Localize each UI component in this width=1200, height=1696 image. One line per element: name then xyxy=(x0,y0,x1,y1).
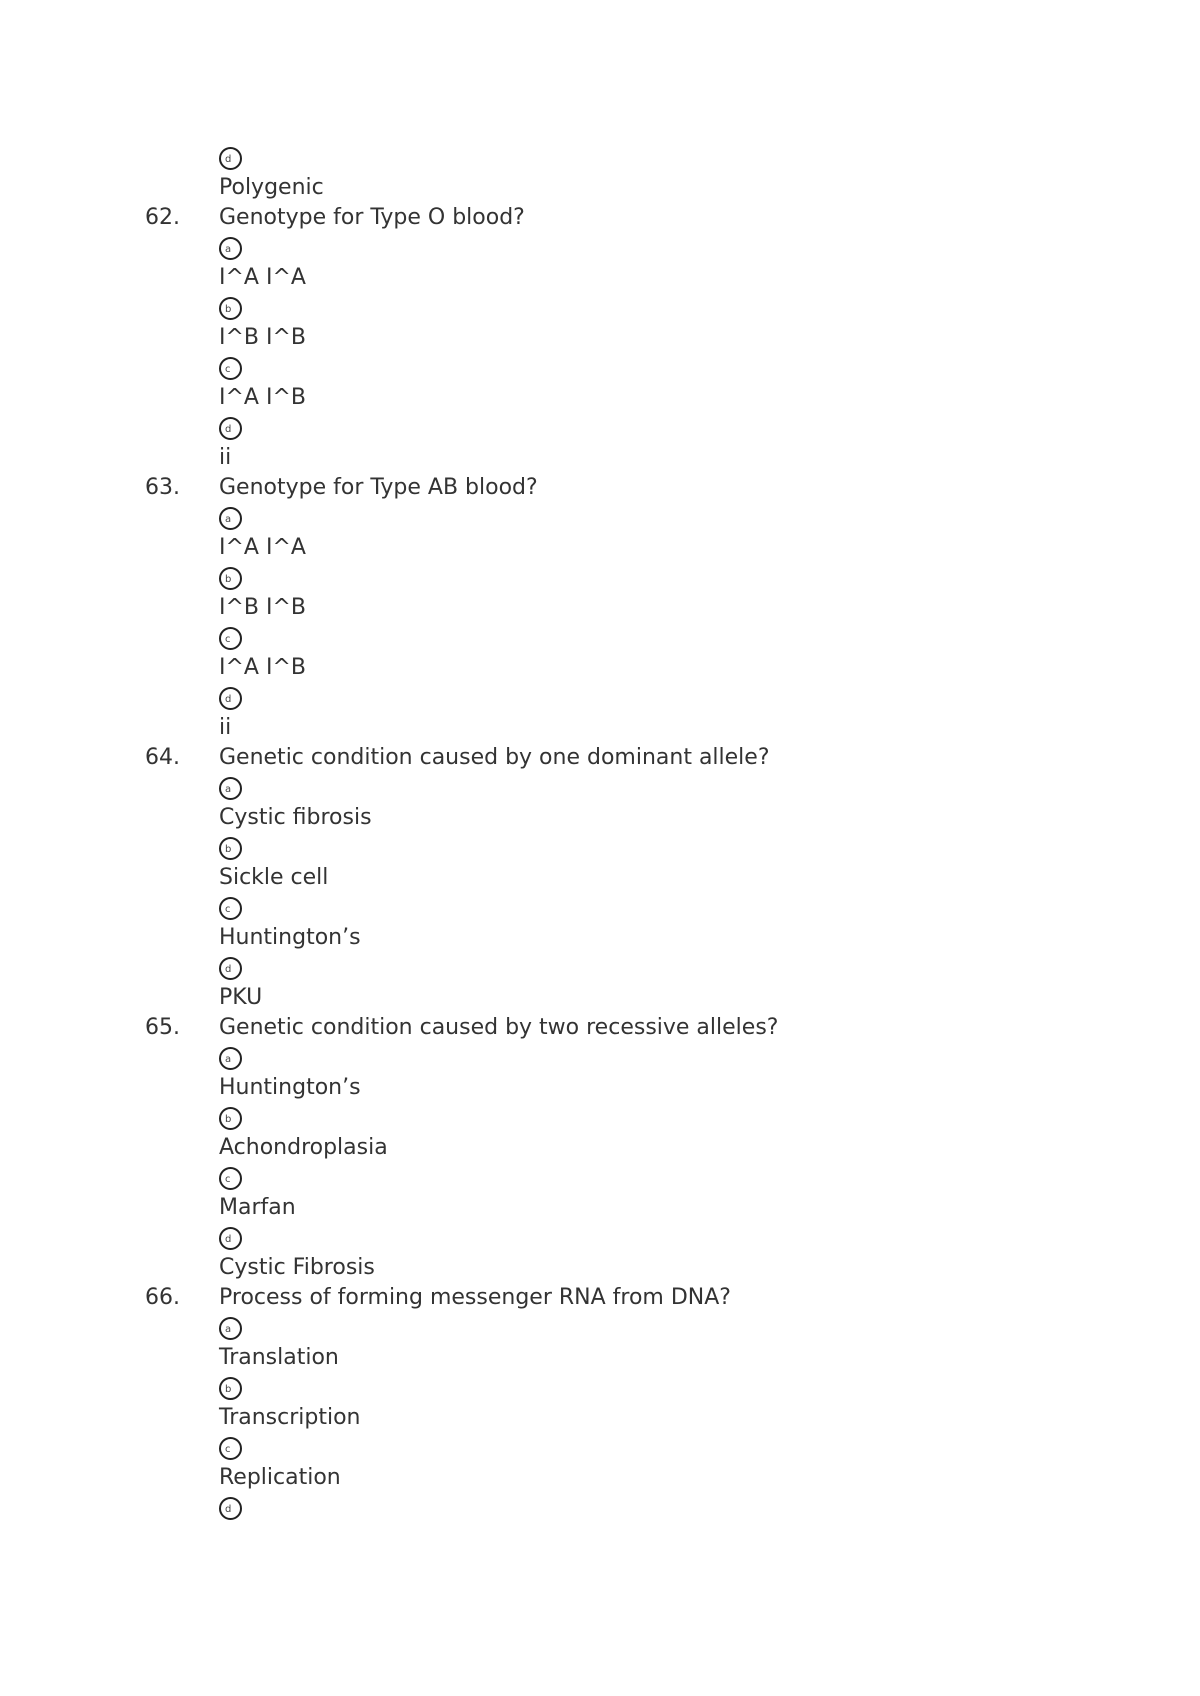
answer-option[interactable] xyxy=(0,683,1200,743)
radio-letter: c xyxy=(225,1174,231,1185)
radio-button-icon[interactable] xyxy=(219,1227,242,1250)
option-label: I^B I^B xyxy=(219,325,307,350)
option-label: I^A I^A xyxy=(219,535,306,560)
radio-letter: a xyxy=(225,784,232,795)
question-number: 63. xyxy=(145,475,180,500)
answer-option[interactable] xyxy=(0,1163,1200,1223)
radio-button-icon[interactable] xyxy=(219,897,242,920)
question-number: 64. xyxy=(145,745,180,770)
option-label: I^B I^B xyxy=(219,595,307,620)
radio-button-icon[interactable] xyxy=(219,417,242,440)
radio-button-icon[interactable] xyxy=(219,1317,242,1340)
question-item xyxy=(0,203,1200,473)
option-radio-row xyxy=(0,1493,1200,1523)
radio-button-icon[interactable] xyxy=(219,1047,242,1070)
radio-button-icon[interactable] xyxy=(219,507,242,530)
radio-letter: d xyxy=(225,964,232,975)
radio-button-icon[interactable] xyxy=(219,1377,242,1400)
question-text: Process of forming messenger RNA from DNA? xyxy=(219,1285,731,1310)
option-label: Cystic fibrosis xyxy=(219,805,372,830)
option-radio-row xyxy=(0,1373,1200,1403)
option-label: Transcription xyxy=(219,1405,361,1430)
answer-option[interactable] xyxy=(0,773,1200,833)
radio-letter: c xyxy=(225,904,231,915)
option-text-row xyxy=(0,1193,1200,1223)
radio-letter: b xyxy=(225,1114,232,1125)
radio-button-icon[interactable] xyxy=(219,237,242,260)
radio-letter: a xyxy=(225,244,232,255)
option-label: Huntington’s xyxy=(219,1075,361,1100)
option-radio-row xyxy=(0,953,1200,983)
option-text-row xyxy=(0,1133,1200,1163)
answer-option[interactable] xyxy=(0,233,1200,293)
answer-option[interactable] xyxy=(0,1373,1200,1433)
quiz-document xyxy=(0,143,1200,1523)
option-label: Achondroplasia xyxy=(219,1135,388,1160)
option-radio-row xyxy=(0,683,1200,713)
radio-button-icon[interactable] xyxy=(219,1107,242,1130)
question-text: Genetic condition caused by one dominant allele? xyxy=(219,745,770,770)
radio-letter: a xyxy=(225,1324,232,1335)
radio-letter: b xyxy=(225,1384,232,1395)
option-radio-row xyxy=(0,1163,1200,1193)
question-line xyxy=(0,743,1200,773)
answer-option[interactable] xyxy=(0,893,1200,953)
option-radio-row xyxy=(0,293,1200,323)
radio-letter: d xyxy=(225,154,232,165)
answer-option[interactable] xyxy=(0,413,1200,473)
radio-letter: c xyxy=(225,1444,231,1455)
option-radio-row xyxy=(0,233,1200,263)
answer-option[interactable] xyxy=(0,1103,1200,1163)
answer-option[interactable] xyxy=(0,833,1200,893)
radio-letter: c xyxy=(225,634,231,645)
option-radio-row xyxy=(0,1103,1200,1133)
answer-option[interactable] xyxy=(0,953,1200,1013)
option-label: Polygenic xyxy=(219,175,324,200)
question-item xyxy=(0,1283,1200,1523)
option-radio-row xyxy=(0,1043,1200,1073)
radio-letter: b xyxy=(225,844,232,855)
question-line xyxy=(0,473,1200,503)
radio-button-icon[interactable] xyxy=(219,567,242,590)
question-line xyxy=(0,1013,1200,1043)
option-text-row xyxy=(0,263,1200,293)
answer-option[interactable] xyxy=(0,1043,1200,1103)
answer-option[interactable] xyxy=(0,1433,1200,1493)
option-radio-row xyxy=(0,1313,1200,1343)
option-label: ii xyxy=(219,445,232,470)
option-radio-row xyxy=(0,143,1200,173)
question-text: Genetic condition caused by two recessive alleles? xyxy=(219,1015,779,1040)
answer-option[interactable] xyxy=(0,353,1200,413)
question-number: 66. xyxy=(145,1285,180,1310)
option-radio-row xyxy=(0,1433,1200,1463)
option-text-row xyxy=(0,1073,1200,1103)
option-label: ii xyxy=(219,715,232,740)
option-text-row xyxy=(0,1463,1200,1493)
option-text-row xyxy=(0,323,1200,353)
question-number: 62. xyxy=(145,205,180,230)
radio-button-icon[interactable] xyxy=(219,1167,242,1190)
radio-button-icon[interactable] xyxy=(219,957,242,980)
option-label: Marfan xyxy=(219,1195,296,1220)
radio-button-icon[interactable] xyxy=(219,687,242,710)
radio-letter: d xyxy=(225,1504,232,1515)
option-label: I^A I^B xyxy=(219,385,306,410)
option-label: PKU xyxy=(219,985,263,1010)
radio-button-icon[interactable] xyxy=(219,1437,242,1460)
option-text-row xyxy=(0,1253,1200,1283)
option-radio-row xyxy=(0,503,1200,533)
radio-letter: c xyxy=(225,364,231,375)
question-item xyxy=(0,1013,1200,1283)
radio-letter: b xyxy=(225,304,232,315)
option-radio-row xyxy=(0,893,1200,923)
answer-option[interactable] xyxy=(0,1223,1200,1283)
radio-button-icon[interactable] xyxy=(219,837,242,860)
option-radio-row xyxy=(0,353,1200,383)
option-label: Cystic Fibrosis xyxy=(219,1255,375,1280)
question-line xyxy=(0,1283,1200,1313)
option-radio-row xyxy=(0,623,1200,653)
option-text-row xyxy=(0,923,1200,953)
answer-option[interactable] xyxy=(0,623,1200,683)
radio-button-icon[interactable] xyxy=(219,777,242,800)
radio-letter: d xyxy=(225,424,232,435)
option-text-row xyxy=(0,443,1200,473)
answer-option[interactable] xyxy=(0,1493,1200,1523)
option-radio-row xyxy=(0,773,1200,803)
question-text: Genotype for Type AB blood? xyxy=(219,475,538,500)
question-item xyxy=(0,473,1200,743)
answer-option[interactable] xyxy=(0,143,1200,203)
radio-letter: d xyxy=(225,1234,232,1245)
radio-button-icon[interactable] xyxy=(219,1497,242,1520)
option-label: Huntington’s xyxy=(219,925,361,950)
answer-option[interactable] xyxy=(0,563,1200,623)
option-radio-row xyxy=(0,1223,1200,1253)
answer-option[interactable] xyxy=(0,503,1200,563)
option-text-row xyxy=(0,593,1200,623)
question-line xyxy=(0,203,1200,233)
radio-button-icon[interactable] xyxy=(219,357,242,380)
option-text-row xyxy=(0,803,1200,833)
option-text-row xyxy=(0,863,1200,893)
option-text-row xyxy=(0,1403,1200,1433)
option-radio-row xyxy=(0,413,1200,443)
answer-option[interactable] xyxy=(0,293,1200,353)
question-item xyxy=(0,743,1200,1013)
option-text-row xyxy=(0,533,1200,563)
option-text-row xyxy=(0,713,1200,743)
option-radio-row xyxy=(0,563,1200,593)
answer-option[interactable] xyxy=(0,1313,1200,1373)
radio-button-icon[interactable] xyxy=(219,147,242,170)
radio-button-icon[interactable] xyxy=(219,297,242,320)
radio-letter: a xyxy=(225,514,232,525)
option-label: I^A I^B xyxy=(219,655,306,680)
question-text: Genotype for Type O blood? xyxy=(219,205,525,230)
option-text-row xyxy=(0,173,1200,203)
option-text-row xyxy=(0,653,1200,683)
radio-letter: a xyxy=(225,1054,232,1065)
option-label: Translation xyxy=(219,1345,339,1370)
option-text-row xyxy=(0,1343,1200,1373)
option-text-row xyxy=(0,983,1200,1013)
option-text-row xyxy=(0,383,1200,413)
option-label: Replication xyxy=(219,1465,341,1490)
option-label: I^A I^A xyxy=(219,265,306,290)
option-label: Sickle cell xyxy=(219,865,329,890)
question-number: 65. xyxy=(145,1015,180,1040)
radio-button-icon[interactable] xyxy=(219,627,242,650)
radio-letter: b xyxy=(225,574,232,585)
radio-letter: d xyxy=(225,694,232,705)
option-radio-row xyxy=(0,833,1200,863)
